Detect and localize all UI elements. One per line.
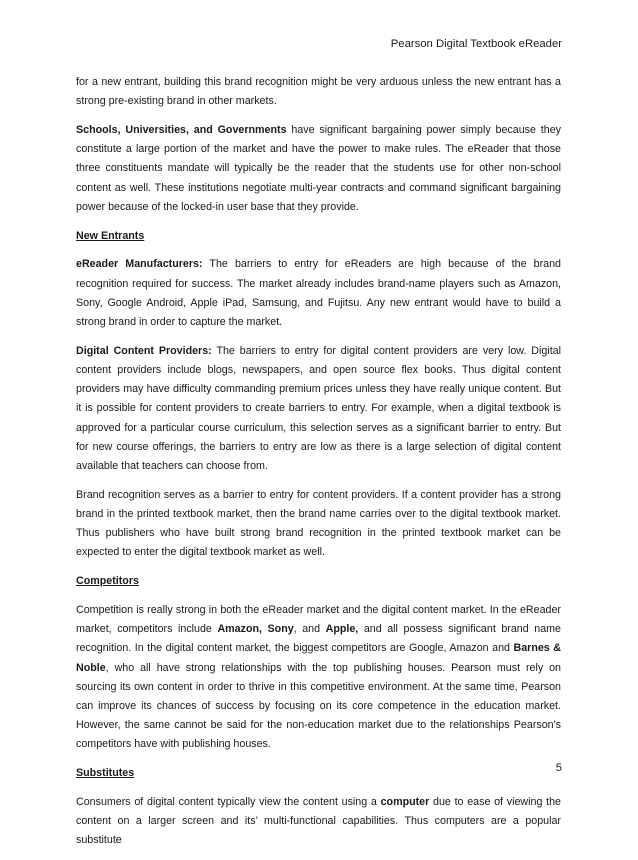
paragraph-substitutes: [76, 793, 561, 851]
bold-term: computer: [380, 796, 430, 809]
paragraph-competitors: [76, 601, 561, 755]
page-body: [76, 73, 561, 860]
bold-term: Barnes & Noble: [76, 642, 561, 674]
paragraph-text: have significant bargaining power simply because they constitute a large portion of the market and have the power to make rules. The eReader that those three constituents mandate will typically be the reader that the students use for other non-school content as well. These institutions negotiate multi-year contracts and command significant bargaining power because of the locked-in user base that they provide.: [76, 124, 561, 213]
paragraph-text: The barriers to entry for eReaders are high because of the brand recognition required for success. The market already includes brand-name players such as Amazon, Sony, Google Android, Apple iPad, Samsung, and Fujitsu. Any new entrant would have to build a strong brand in order to capture the market.: [76, 258, 561, 329]
bold-term: Digital Content Providers:: [76, 344, 212, 357]
section-heading-competitors: Competitors: [76, 575, 139, 588]
paragraph-schools: [76, 121, 561, 217]
paragraph-text: Competition is really strong in both the eReader market and the digital content market. In the eReader market, competitors include: [76, 604, 561, 636]
paragraph-brand-recognition: Brand recognition serves as a barrier to entry for content providers. If a content provider has a strong brand in the printed textbook market, then the brand name carries over to the digital textbook market. Thus publishers who have built strong brand recognition in the printed textbook market can be expected to enter the digital textbook market as well.: [76, 488, 561, 559]
page-number: 5: [555, 762, 562, 774]
running-header: Pearson Digital Textbook eReader: [390, 38, 562, 50]
paragraph-text: Consumers of digital content typically view the content using a: [76, 796, 381, 809]
bold-term: Apple,: [325, 623, 359, 636]
paragraph-text: , who all have strong relationships with the top publishing houses. Pearson must rely on sourcing its own content in order to thrive in this competitive environment. At the same time, Pearson can improve its chances of success by focusing on its core competence in the education market. However, the same cannot be said for the non-education market due to the relationships Pearson's competitors have with publishing houses.: [76, 661, 561, 751]
bold-term: eReader Manufacturers:: [76, 258, 203, 271]
paragraph-text: and all possess significant brand name recognition. In the digital content market, the biggest competitors are Google, Amazon and: [76, 623, 561, 655]
paragraph-text: , and: [293, 623, 326, 636]
bold-term: Amazon, Sony: [217, 623, 294, 636]
bold-term: Schools, Universities, and Governments: [76, 124, 287, 136]
paragraph-ereader-manufacturers: [76, 255, 561, 332]
section-heading-substitutes: Substitutes: [76, 767, 135, 780]
section-heading-new-entrants: New Entrants: [76, 229, 145, 242]
paragraph-text: due to ease of viewing the content on a larger screen and its’ multi-functional capabilities. Thus computers are a popular substitute: [76, 796, 561, 847]
paragraph-content-providers: [76, 342, 561, 476]
paragraph-text: The barriers to entry for digital content providers are very low. Digital content providers include blogs, newspapers, and open source flex books. Thus digital content providers may have difficulty commanding premium prices unless they have really unique content. But it is possible for content providers to create barriers to entry. For example, when a digital textbook is approved for a particular course curriculum, this selection serves as a significant barrier to entry. But for new course offerings, the barriers to entry are low as there is a large selection of digital content available that teachers can choose from.: [76, 344, 561, 473]
paragraph-continuation: for a new entrant, building this brand recognition might be very arduous unless the new entrant has a strong pre-existing brand in other markets.: [76, 76, 561, 108]
